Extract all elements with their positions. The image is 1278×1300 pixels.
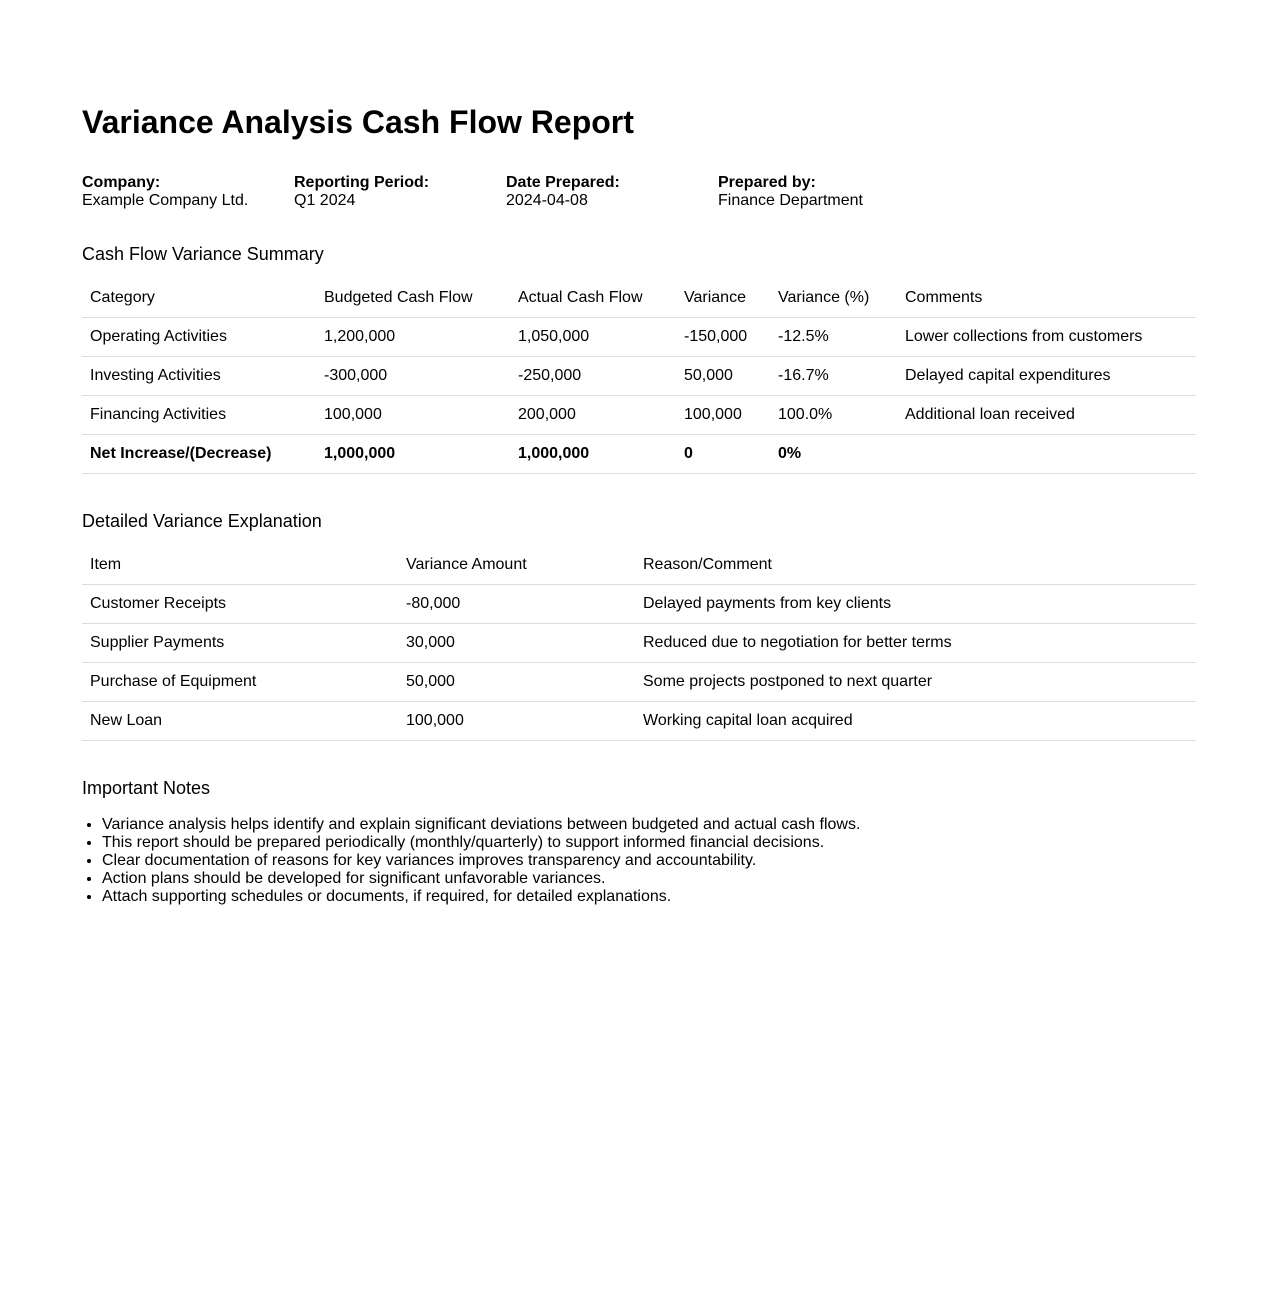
table-cell: Lower collections from customers bbox=[897, 318, 1196, 357]
table-cell: 1,000,000 bbox=[510, 435, 676, 474]
meta-value: 2024-04-08 bbox=[506, 192, 588, 209]
table-cell: Supplier Payments bbox=[82, 624, 398, 663]
summary-table bbox=[82, 279, 1196, 474]
table-cell: 50,000 bbox=[398, 663, 635, 702]
table-cell: Some projects postponed to next quarter bbox=[635, 663, 1196, 702]
meta-label: Company: bbox=[82, 174, 161, 191]
meta-company bbox=[82, 174, 294, 210]
table-row bbox=[82, 318, 1196, 357]
summary-section-title: Cash Flow Variance Summary bbox=[82, 244, 324, 264]
meta-value: Finance Department bbox=[718, 192, 863, 209]
table-cell: Investing Activities bbox=[82, 357, 316, 396]
meta-label: Date Prepared: bbox=[506, 174, 620, 191]
list-item: • Clear documentation of reasons for key variances improves transparency and accountability. bbox=[102, 852, 1196, 870]
meta-label: Reporting Period: bbox=[294, 174, 430, 191]
table-total-row bbox=[82, 435, 1196, 474]
table-cell: 30,000 bbox=[398, 624, 635, 663]
column-header: Item bbox=[82, 546, 398, 585]
table-row bbox=[82, 396, 1196, 435]
table-row bbox=[82, 585, 1196, 624]
table-cell: Financing Activities bbox=[82, 396, 316, 435]
column-header: Variance Amount bbox=[398, 546, 635, 585]
list-item: • Action plans should be developed for significant unfavorable variances. bbox=[102, 870, 1196, 888]
column-header: Budgeted Cash Flow bbox=[316, 279, 510, 318]
table-cell: 100.0% bbox=[770, 396, 897, 435]
meta-date-prepared bbox=[506, 174, 718, 210]
list-item: • Variance analysis helps identify and explain significant deviations between budgeted and actual cash flows. bbox=[102, 816, 1196, 834]
table-row bbox=[82, 663, 1196, 702]
table-header-row bbox=[82, 546, 1196, 585]
table-cell: 1,000,000 bbox=[316, 435, 510, 474]
column-header: Comments bbox=[897, 279, 1196, 318]
table-header-row bbox=[82, 279, 1196, 318]
table-cell: -12.5% bbox=[770, 318, 897, 357]
column-header: Category bbox=[82, 279, 316, 318]
table-cell: 1,200,000 bbox=[316, 318, 510, 357]
table-cell: -250,000 bbox=[510, 357, 676, 396]
table-cell: 1,050,000 bbox=[510, 318, 676, 357]
table-cell: 100,000 bbox=[676, 396, 770, 435]
table-cell: Additional loan received bbox=[897, 396, 1196, 435]
meta-reporting-period bbox=[294, 174, 506, 210]
notes-list bbox=[82, 816, 1196, 906]
table-cell: -300,000 bbox=[316, 357, 510, 396]
table-cell: Delayed capital expenditures bbox=[897, 357, 1196, 396]
page-title: Variance Analysis Cash Flow Report bbox=[82, 104, 634, 140]
table-cell: 50,000 bbox=[676, 357, 770, 396]
table-cell: -80,000 bbox=[398, 585, 635, 624]
meta-label: Prepared by: bbox=[718, 174, 816, 191]
table-cell: -16.7% bbox=[770, 357, 897, 396]
report-meta bbox=[82, 174, 1196, 210]
column-header: Reason/Comment bbox=[635, 546, 1196, 585]
details-table bbox=[82, 546, 1196, 741]
column-header: Actual Cash Flow bbox=[510, 279, 676, 318]
table-cell: Delayed payments from key clients bbox=[635, 585, 1196, 624]
notes-section-title: Important Notes bbox=[82, 778, 211, 798]
table-cell: New Loan bbox=[82, 702, 398, 741]
table-cell: Net Increase/(Decrease) bbox=[82, 435, 316, 474]
meta-prepared-by bbox=[718, 174, 930, 210]
column-header: Variance (%) bbox=[770, 279, 897, 318]
list-item: • This report should be prepared periodically (monthly/quarterly) to support informed financial decisions. bbox=[102, 834, 1196, 852]
table-cell: Operating Activities bbox=[82, 318, 316, 357]
table-cell: 0% bbox=[770, 435, 897, 474]
details-section-title: Detailed Variance Explanation bbox=[82, 511, 322, 531]
table-cell: 200,000 bbox=[510, 396, 676, 435]
table-cell: 100,000 bbox=[398, 702, 635, 741]
table-cell: Reduced due to negotiation for better terms bbox=[635, 624, 1196, 663]
meta-value: Q1 2024 bbox=[294, 192, 356, 209]
table-cell: Customer Receipts bbox=[82, 585, 398, 624]
table-cell bbox=[897, 435, 1196, 474]
meta-value: Example Company Ltd. bbox=[82, 192, 249, 209]
table-cell: 100,000 bbox=[316, 396, 510, 435]
table-row bbox=[82, 702, 1196, 741]
table-cell: 0 bbox=[676, 435, 770, 474]
column-header: Variance bbox=[676, 279, 770, 318]
table-cell: Purchase of Equipment bbox=[82, 663, 398, 702]
table-row bbox=[82, 624, 1196, 663]
table-cell: Working capital loan acquired bbox=[635, 702, 1196, 741]
table-row bbox=[82, 357, 1196, 396]
table-cell: -150,000 bbox=[676, 318, 770, 357]
list-item: • Attach supporting schedules or documents, if required, for detailed explanations. bbox=[102, 888, 1196, 906]
